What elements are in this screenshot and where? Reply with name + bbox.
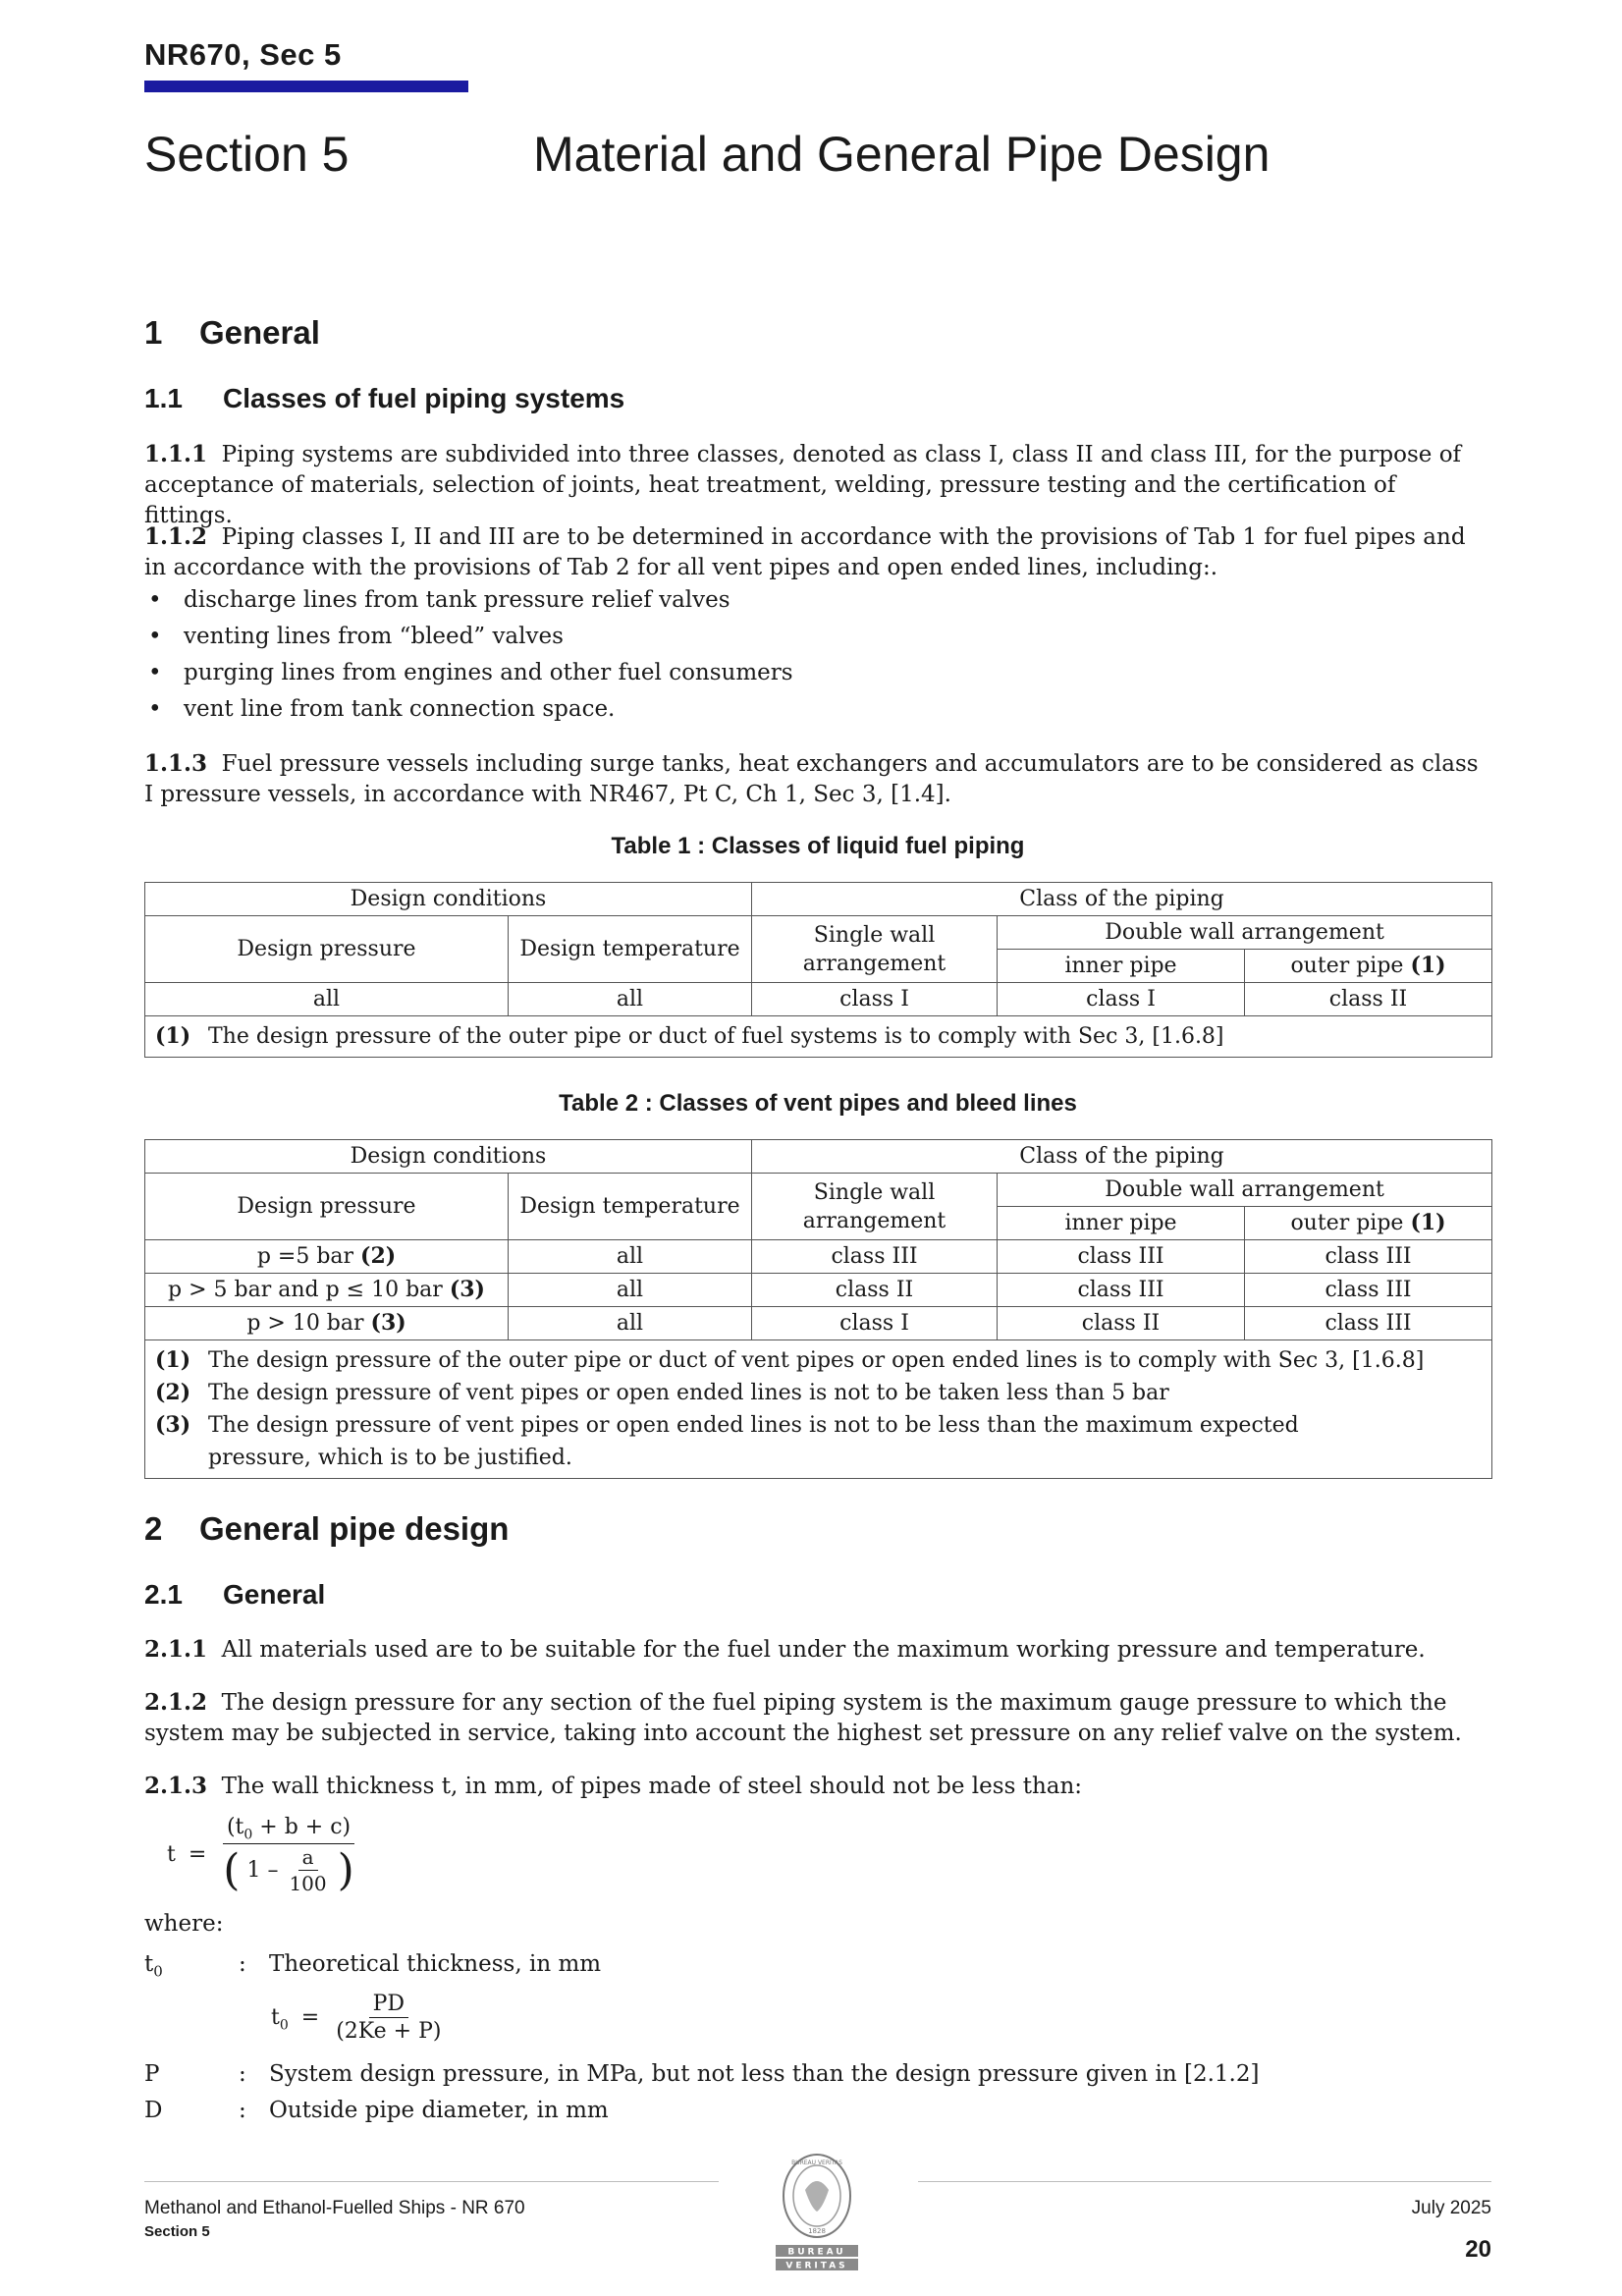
paragraph-2-1-2 (144, 1687, 1489, 1749)
header-inner-pipe: inner pipe (998, 1207, 1245, 1240)
cell-outer: class III (1245, 1307, 1492, 1340)
header-design-conditions: Design conditions (145, 1140, 752, 1174)
definition-d (144, 2093, 1489, 2129)
cell-pressure-text: p > 5 bar and p ≤ 10 bar (168, 1278, 443, 1302)
list-item: • vent line from tank connection space. (144, 691, 1489, 728)
footer-document-title: Methanol and Ethanol-Fuelled Ships - NR 670 (144, 2198, 525, 2218)
list-item: • purging lines from engines and other fuel consumers (144, 655, 1489, 691)
cell-outer: class III (1245, 1240, 1492, 1274)
def-symbol: P (144, 2061, 160, 2087)
heading-text: General (199, 314, 320, 351)
formula-wall-thickness (167, 1815, 358, 1895)
table-1-notes (145, 1016, 1492, 1058)
document-reference: NR670, Sec 5 (144, 37, 342, 72)
bureau-veritas-logo (766, 2151, 868, 2273)
header-design-pressure: Design pressure (145, 1174, 509, 1240)
where-label: where: (144, 1911, 224, 1937)
section-number: Section 5 (144, 127, 350, 182)
note-key: (1) (155, 1347, 191, 1373)
numerator-rest: + b + c) (252, 1815, 351, 1839)
note-ref: (1) (1410, 1210, 1446, 1235)
heading-number: 2.1 (144, 1579, 183, 1610)
formula-numerator (223, 1815, 354, 1844)
header-outer-pipe-label: outer pipe (1290, 954, 1404, 978)
symbol-base: t (144, 1951, 154, 1977)
table-1-caption: Table 1 : Classes of liquid fuel piping (611, 833, 1025, 859)
header-class-of-piping: Class of the piping (752, 883, 1492, 916)
paragraph-2-1-3 (144, 1771, 1489, 1802)
page-number: 20 (1465, 2236, 1491, 2263)
paragraph-text: All materials used are to be suitable for the fuel under the maximum working pressure and temperature. (221, 1637, 1426, 1663)
cell-inner: class II (998, 1307, 1245, 1340)
def-colon: : (239, 2061, 246, 2087)
heading-text: General (223, 1579, 326, 1610)
numerator-open: (t (226, 1815, 244, 1839)
note-key: (3) (155, 1412, 191, 1438)
inner-fraction (285, 1845, 330, 1895)
symbol-subscript: 0 (153, 1962, 163, 1981)
bullet-list (144, 582, 1489, 728)
def-symbol: D (144, 2098, 163, 2123)
cell-inner: class III (998, 1274, 1245, 1307)
cell-temperature: all (509, 1240, 752, 1274)
cell-pressure: all (145, 983, 509, 1016)
note-ref: (1) (1410, 953, 1446, 978)
paragraph-2-1-1 (144, 1634, 1489, 1666)
inner-numerator: a (298, 1845, 318, 1871)
formula-denominator: (2Ke + P) (336, 2019, 442, 2044)
heading-number: 1 (144, 314, 163, 351)
cell-temperature: all (509, 983, 752, 1016)
cell-temperature: all (509, 1274, 752, 1307)
table-2 (144, 1139, 1492, 1479)
table-row (145, 1307, 1492, 1340)
paragraph-id: 2.1.1 (144, 1636, 208, 1663)
logo-line-1: BUREAU (787, 2247, 846, 2258)
table-2-caption: Table 2 : Classes of vent pipes and bleed lines (559, 1090, 1077, 1117)
def-symbol (144, 1946, 223, 1991)
header-rule (144, 81, 468, 92)
def-description: Theoretical thickness, in mm (269, 1951, 602, 1977)
header-double-wall: Double wall arrangement (998, 916, 1492, 950)
header-double-wall: Double wall arrangement (998, 1174, 1492, 1207)
cell-single: class II (752, 1274, 998, 1307)
footer-rule-right (918, 2181, 1491, 2182)
def-description: Outside pipe diameter, in mm (269, 2098, 609, 2123)
logo-line-2: VERITAS (785, 2261, 848, 2271)
note-text: The design pressure of vent pipes or open ended lines is not to be taken less than 5 bar (208, 1381, 1169, 1405)
header-design-conditions: Design conditions (145, 883, 752, 916)
paragraph-text: The wall thickness t, in mm, of pipes made of steel should not be less than: (221, 1774, 1083, 1799)
table-note (155, 1344, 1482, 1377)
note-key: (2) (155, 1380, 191, 1405)
list-item: • venting lines from “bleed” valves (144, 619, 1489, 655)
header-design-temperature: Design temperature (509, 1174, 752, 1240)
header-outer-pipe (1245, 1207, 1492, 1240)
paragraph-id: 1.1.2 (144, 523, 208, 550)
heading-2-1 (144, 1579, 325, 1611)
table-note (155, 1020, 1482, 1053)
paragraph-id: 1.1.1 (144, 441, 208, 467)
cell-inner: class III (998, 1240, 1245, 1274)
cell-pressure-text: p > 10 bar (246, 1311, 364, 1336)
cell-single: class I (752, 1307, 998, 1340)
header-single-wall: Single wall arrangement (752, 916, 998, 983)
table-1 (144, 882, 1492, 1058)
table-row (145, 1274, 1492, 1307)
section-title: Material and General Pipe Design (533, 127, 1271, 182)
formula-equals: = (188, 1842, 207, 1868)
cell-inner: class I (998, 983, 1245, 1016)
header-outer-pipe-label: outer pipe (1290, 1211, 1404, 1235)
footer-rule-left (144, 2181, 719, 2182)
numerator-subscript: 0 (243, 1827, 253, 1843)
cell-single: class III (752, 1240, 998, 1274)
heading-number: 1.1 (144, 383, 183, 413)
cell-single: class I (752, 983, 998, 1016)
list-item: • discharge lines from tank pressure relief valves (144, 582, 1489, 619)
heading-1-1 (144, 383, 624, 414)
note-ref: (2) (360, 1243, 397, 1269)
left-paren: ( (223, 1845, 241, 1896)
formula-fraction (332, 1992, 445, 2044)
heading-text: General pipe design (199, 1510, 510, 1547)
def-colon: : (239, 1951, 246, 1977)
formula-numerator: PD (369, 1992, 408, 2018)
note-key: (1) (155, 1023, 191, 1049)
lhs-base: t (271, 2004, 280, 2030)
footer-date: July 2025 (1411, 2198, 1491, 2218)
paragraph-1-1-3 (144, 748, 1489, 810)
paragraph-id: 1.1.3 (144, 750, 208, 777)
table-note (155, 1377, 1482, 1409)
formula-fraction (219, 1815, 358, 1895)
header-inner-pipe: inner pipe (998, 950, 1245, 983)
definition-p (144, 2056, 1489, 2093)
paragraph-1-1-1 (144, 439, 1489, 531)
cell-outer: class III (1245, 1274, 1492, 1307)
right-paren: ) (337, 1845, 354, 1896)
logo-year: 1828 (808, 2227, 826, 2235)
heading-1 (144, 314, 320, 352)
header-design-pressure: Design pressure (145, 916, 509, 983)
lhs-subscript: 0 (279, 2016, 289, 2033)
note-ref: (3) (370, 1310, 406, 1336)
header-class-of-piping: Class of the piping (752, 1140, 1492, 1174)
cell-pressure (145, 1274, 509, 1307)
logo-arc-text: BUREAU VERITAS (791, 2159, 842, 2166)
heading-2 (144, 1510, 509, 1548)
one-minus: 1 – (246, 1858, 279, 1884)
table-row (145, 983, 1492, 1016)
cell-pressure-text: p =5 bar (256, 1244, 354, 1269)
heading-text: Classes of fuel piping systems (223, 383, 625, 413)
paragraph-1-1-2 (144, 521, 1489, 583)
inner-denominator: 100 (289, 1872, 327, 1896)
formula-lhs: t (167, 1842, 176, 1868)
cell-pressure (145, 1240, 509, 1274)
def-description: System design pressure, in MPa, but not less than the design pressure given in [2.1.2] (269, 2061, 1260, 2087)
formula-theoretical-thickness (271, 1992, 445, 2044)
paragraph-id: 2.1.3 (144, 1773, 208, 1799)
note-text: The design pressure of vent pipes or open ended lines is not to be less than the maximum expected pressure, which is to be justified. (208, 1413, 1299, 1470)
cell-pressure (145, 1307, 509, 1340)
cell-outer: class II (1245, 983, 1492, 1016)
def-colon: : (239, 2098, 246, 2123)
header-single-wall: Single wall arrangement (752, 1174, 998, 1240)
heading-number: 2 (144, 1510, 163, 1547)
paragraph-text: Fuel pressure vessels including surge tanks, heat exchangers and accumulators are to be considered as class I pressure vessels, in accordance with NR467, Pt C, Ch 1, Sec 3, [1.4]. (144, 751, 1479, 807)
table-2-notes (145, 1340, 1492, 1479)
note-text: The design pressure of the outer pipe or duct of fuel systems is to comply with Sec 3, [1.6.8] (208, 1024, 1224, 1049)
logo-icon (766, 2151, 868, 2273)
note-ref: (3) (449, 1277, 485, 1302)
footer-section: Section 5 (144, 2223, 210, 2240)
paragraph-id: 2.1.2 (144, 1689, 208, 1716)
paragraph-text: Piping classes I, II and III are to be determined in accordance with the provisions of Tab 1 for fuel pipes and in accordance with the provisions of Tab 2 for all vent pipes and open ended lines, including:. (144, 524, 1466, 580)
cell-temperature: all (509, 1307, 752, 1340)
formula-denominator (219, 1844, 358, 1895)
formula-equals: = (300, 2004, 320, 2030)
note-text: The design pressure of the outer pipe or duct of vent pipes or open ended lines is to comply with Sec 3, [1.6.8] (208, 1348, 1425, 1373)
header-outer-pipe (1245, 950, 1492, 983)
definition-t0 (144, 1946, 1489, 1983)
header-design-temperature: Design temperature (509, 916, 752, 983)
table-row (145, 1240, 1492, 1274)
paragraph-text: The design pressure for any section of the fuel piping system is the maximum gauge pressure to which the system may be subjected in service, taking into account the highest set pressure on any relief valve on the system. (144, 1690, 1462, 1746)
paragraph-text: Piping systems are subdivided into three classes, denoted as class I, class II and class III, for the purpose of acceptance of materials, selection of joints, heat treatment, welding, pressure testing and the certification of fittings. (144, 442, 1462, 528)
formula-lhs (271, 2004, 289, 2033)
table-note (155, 1409, 1482, 1474)
